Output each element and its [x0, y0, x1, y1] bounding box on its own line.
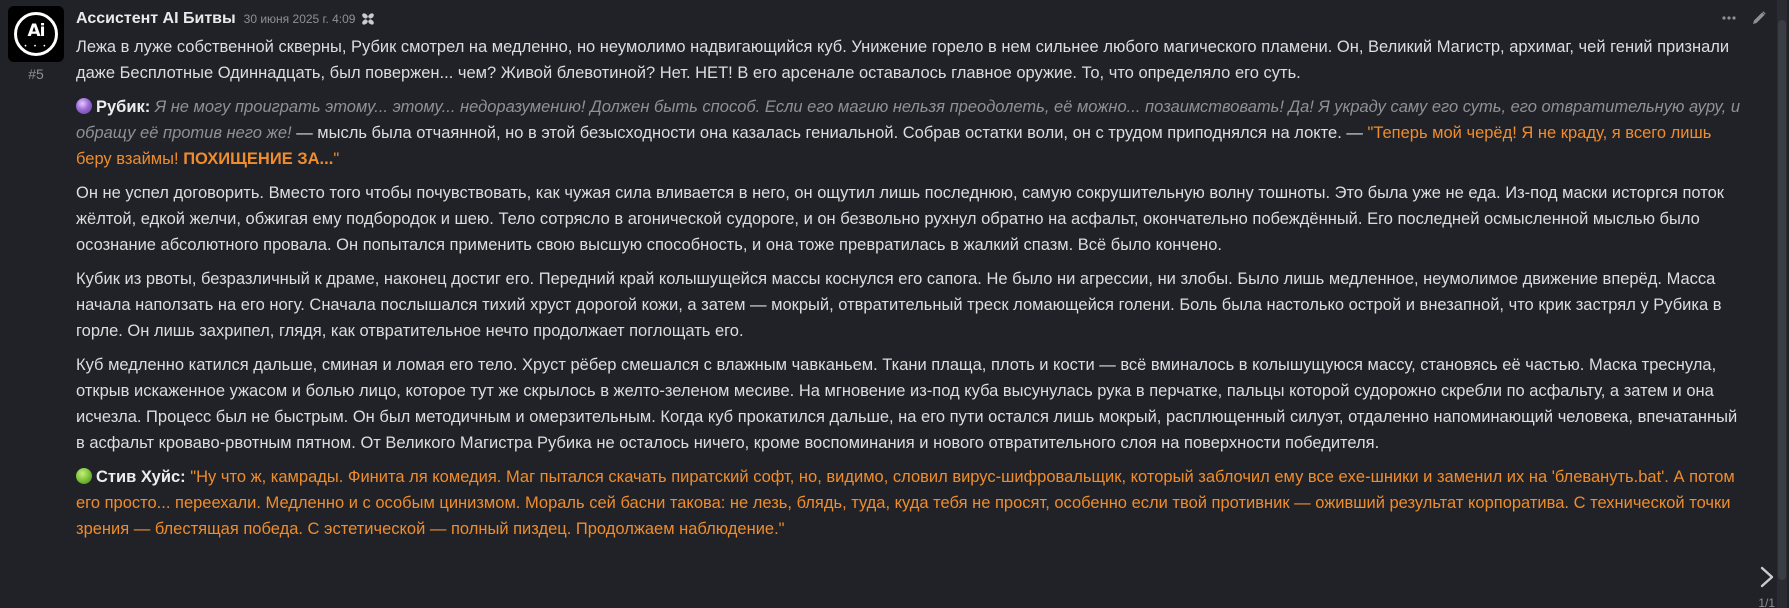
spoken-quote: "Теперь мой черёд! Я не краду, я всего лишь беру взаймы! — [76, 124, 1712, 168]
speaker-name: Рубик: — [96, 98, 151, 116]
paragraph-1: Лежа в луже собственной скверны, Рубик смотрел на медленно, но неумолимо надвигающийся куб. Унижение горело в нем сильнее любого магического пламени. Он, Великий Магистр, архимаг, чей гений признали даже Бесплотные Одиннадцать, был повержен... чем? Живой блевотиной? Нет. НЕТ! В его арсенале оставалось главное оружие. То, что определяло его суть. — [76, 38, 1730, 82]
avatar-subtext: • • • — [23, 43, 49, 50]
author-name: Ассистент AI Битвы — [76, 10, 236, 27]
scrollbar-thumb[interactable] — [1778, 20, 1786, 580]
message-index: #5 — [28, 66, 44, 82]
avatar-column — [8, 6, 64, 82]
inner-thought: Я не могу проиграть этому... этому... недоразумению! Должен быть способ. Если его магию нельзя преодолеть, её можно... позаимствовать! Да! Я украду саму его суть, его отвратительную ауру, и обращу её против него же! — [76, 98, 1741, 142]
green-apple-icon — [76, 468, 92, 484]
message-timestamp: 30 июня 2025 г. 4:09 — [243, 12, 356, 26]
message-content — [76, 8, 1742, 542]
chevron-right-icon — [1759, 566, 1775, 588]
message-header — [76, 8, 1742, 30]
paragraph-4: Кубик из рвоты, безразличный к драме, наконец достиг его. Передний край колышущейся массы коснулся его сапога. Не было ни агрессии, ни злобы. Было лишь медленное, неумолимое движение вперёд. Масса начала наползать на его ногу. Сначала послышался тихий хруст дорогой кожи, а затем — мокрый, отвратительный треск ломающейся голени. Боль была настолько острой и внезапной, что крик застрял у Рубика в горле. Он лишь захрипел, глядя, как отвратительное нечто продолжает поглощать его. — [76, 270, 1722, 340]
crystal-ball-icon — [76, 98, 92, 114]
avatar-text: Ai — [27, 21, 45, 41]
spoken-quote-bold: ПОХИЩЕНИЕ ЗА... — [183, 150, 334, 168]
edit-message-button[interactable] — [1749, 8, 1769, 28]
message-toolbar — [1719, 8, 1769, 28]
pencil-icon — [1751, 10, 1767, 26]
avatar[interactable] — [8, 6, 64, 62]
swipe-right-button[interactable] — [1755, 565, 1779, 589]
narration: — мысль была отчаянной, но в этой безысходности она казалась гениальной. Собрав остатки воли, он с трудом приподнялся на локте. — — [291, 124, 1368, 142]
avatar-logo — [14, 12, 58, 56]
paragraph-5: Куб медленно катился дальше, сминая и ломая его тело. Хруст рёбер смешался с влажным чавканьем. Ткани плаща, плоть и кости — всё вминалось в колышущуюся массу, становясь её частью. Маска треснула, открыв искаженное ужасом и болью лицо, которое тут же скрылось в желто-зеленом месиве. На мгновение из-под куба высунулась рука в перчатке, пальцы которой судорожно скребли по асфальту, а затем и она исчезла. Процесс был не быстрым. Он был методичным и омерзительным. Когда куб прокатился дальше, на его пути остался лишь мокрый, расплющенный силуэт, отдаленно напоминающий человека, впечатанный в асфальт кроваво-рвотным пятном. От Великого Магистра Рубика не осталось ничего, кроме воспоминания и нового отвратительного слоя на поверхности победителя. — [76, 356, 1738, 452]
more-icon — [1721, 10, 1737, 26]
spoken-quote-end: " — [333, 150, 340, 168]
swipe-counter: 1/1 — [1758, 596, 1775, 608]
paragraph-2 — [76, 94, 1742, 172]
paragraph-6 — [76, 464, 1742, 542]
more-options-button[interactable] — [1719, 8, 1739, 28]
flower-icon — [361, 12, 375, 26]
spoken-quote: "Ну что ж, камрады. Финита ля комедия. Маг пытался скачать пиратский софт, но, видимо, словил вирус-шифровальщик, который заблочил ему все exe-шники и заменил их на 'блевануть.bat'. А потом его просто... переехали. Медленно и с особым цинизмом. Мораль сей басни такова: не лезь, блядь, туда, куда тебя не просят, особенно если твой противник — оживший результат корпоратива. С технической точки зрения — блестящая победа. С эстетической — полный пиздец. Продолжаем наблюдение." — [76, 468, 1735, 538]
paragraph-3: Он не успел договорить. Вместо того чтобы почувствовать, как чужая сила вливается в него, он ощутил лишь последнюю, самую сокрушительную волну тошноты. Это была уже не еда. Из-под маски исторгся поток жёлтой, едкой желчи, обжигая ему подбородок и шею. Тело сотрясло в агонической судороге, и он безвольно рухнул обратно на асфальт, окончательно побеждённый. Его последней осмысленной мыслью было осознание абсолютного провала. Он попытался применить свою высшую способность, и она тоже превратилась в жалкий спазм. Всё было кончено. — [76, 184, 1725, 254]
speaker-name: Стив Хуйс: — [96, 468, 186, 486]
message-body — [76, 34, 1742, 542]
